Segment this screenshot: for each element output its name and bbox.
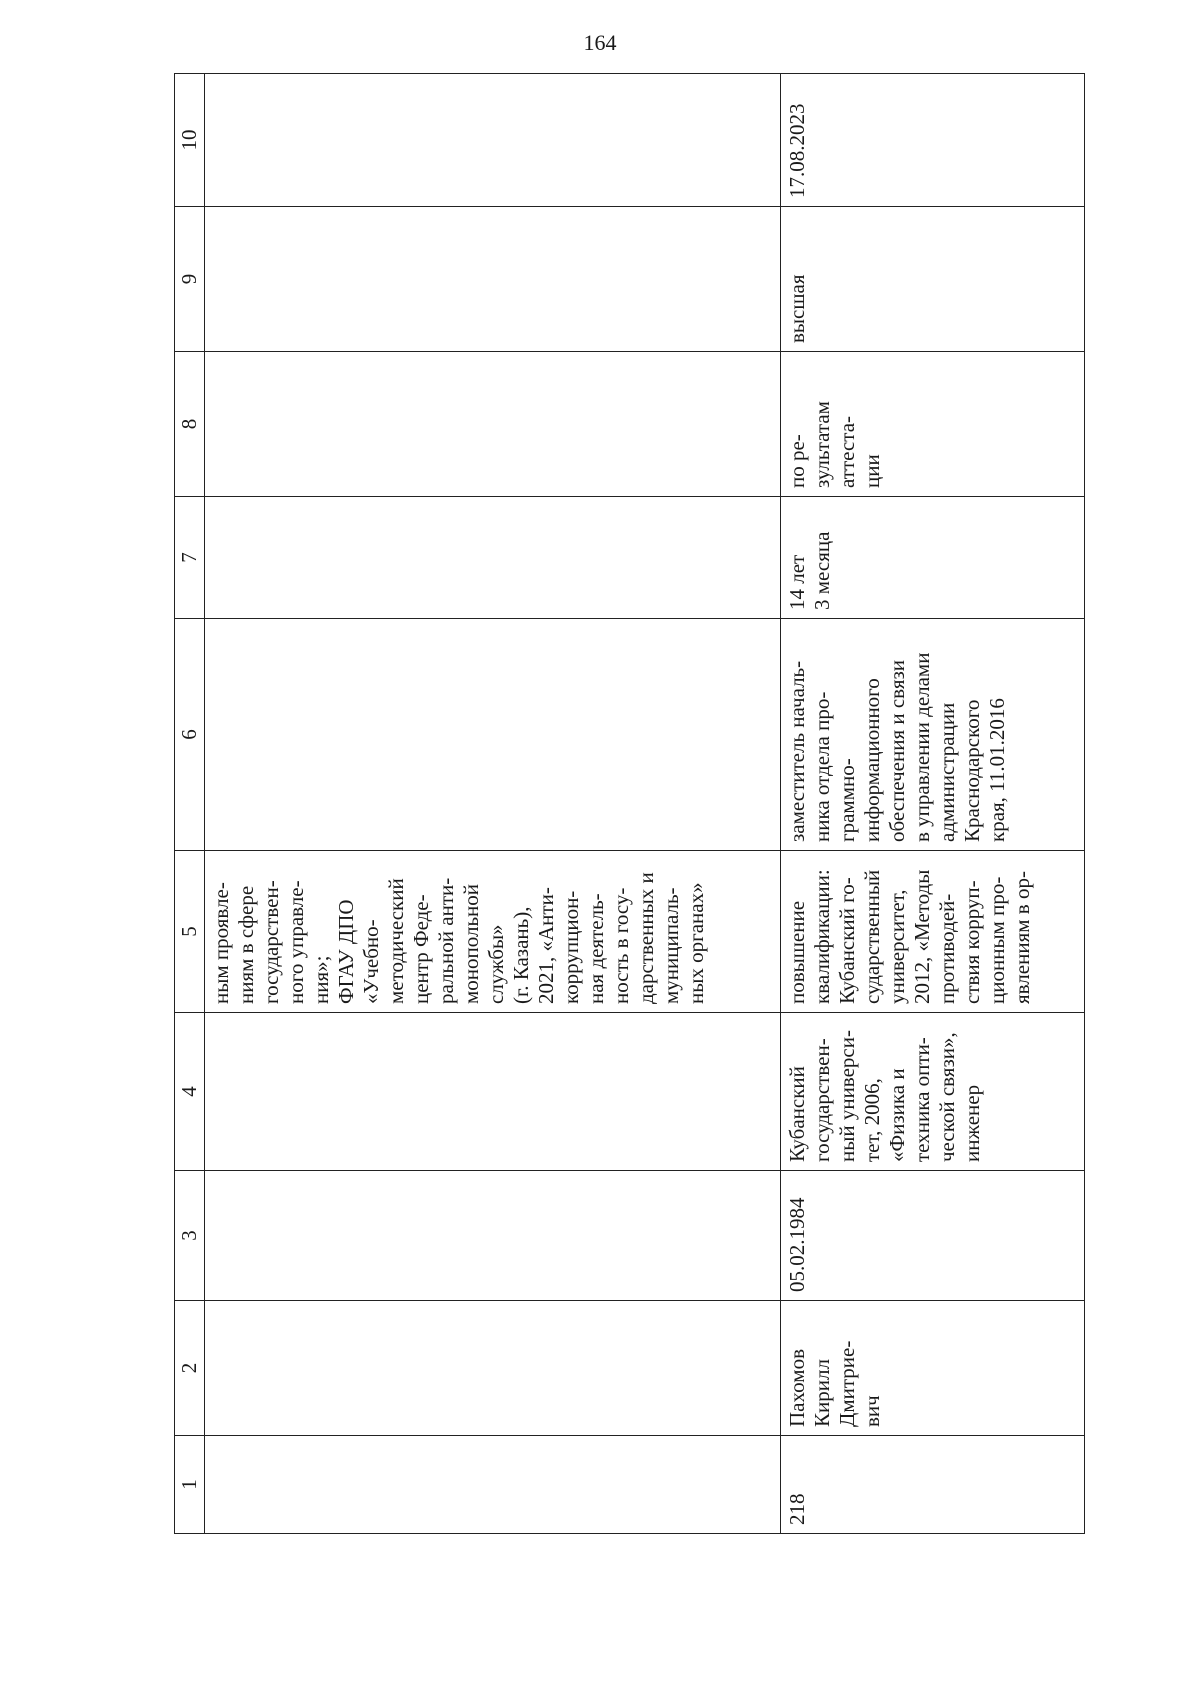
column-number-row [175, 74, 205, 1534]
cont-cell-10 [205, 74, 781, 207]
cont-cell-6 [205, 619, 781, 851]
column-number-2: 2 [175, 1301, 205, 1436]
column-number-1: 1 [175, 1436, 205, 1534]
experience: 14 лет 3 месяца [781, 497, 1085, 619]
decision-date: 17.08.2023 [781, 74, 1085, 207]
cont-cell-1 [205, 1436, 781, 1534]
cont-cell-5-additional-education: ным проявле- ниям в сфере государствен- ного управле- ния»; ФГАУ ДПО «Учебно- методический центр Феде- ральной анти- монопольной службы» (г. Казань), 2021, «Анти- коррупцион- ная деятель- ность в госу- дарственных и муниципаль- ных органах» [205, 851, 781, 1013]
education: Кубанский государствен- ный универси- тет, 2006, «Физика и техника опти- ческой связи», инженер [781, 1013, 1085, 1171]
row-number: 218 [781, 1436, 1085, 1534]
rotated-table-container [174, 74, 1084, 1534]
person-name: Пахомов Кирилл Дмитрие- вич [781, 1301, 1085, 1436]
additional-education: повышение квалификации: Кубанский го- сударственный университет, 2012, «Методы противодей- ствия корруп- ционным про- явлениям в ор- [781, 851, 1085, 1013]
page-number: 164 [583, 30, 617, 55]
column-number-8: 8 [175, 352, 205, 497]
column-number-10: 10 [175, 74, 205, 207]
cont-cell-2 [205, 1301, 781, 1436]
cont-cell-7 [205, 497, 781, 619]
cont-cell-9 [205, 207, 781, 352]
column-number-4: 4 [175, 1013, 205, 1171]
personnel-table [174, 73, 1085, 1534]
position: заместитель началь- ника отдела про- граммно- информационного обеспечения и связи в управлении делами администрации Краснодарского края, 11.01.2016 [781, 619, 1085, 851]
cont-cell-8 [205, 352, 781, 497]
qualification-level: высшая [781, 207, 1085, 352]
column-number-9: 9 [175, 207, 205, 352]
column-number-7: 7 [175, 497, 205, 619]
inclusion-basis: по ре- зультатам аттеста- ции [781, 352, 1085, 497]
birth-date: 05.02.1984 [781, 1171, 1085, 1301]
table-row [781, 74, 1085, 1534]
column-number-5: 5 [175, 851, 205, 1013]
cont-cell-4 [205, 1013, 781, 1171]
column-number-3: 3 [175, 1171, 205, 1301]
continuation-row [205, 74, 781, 1534]
cont-cell-3 [205, 1171, 781, 1301]
column-number-6: 6 [175, 619, 205, 851]
